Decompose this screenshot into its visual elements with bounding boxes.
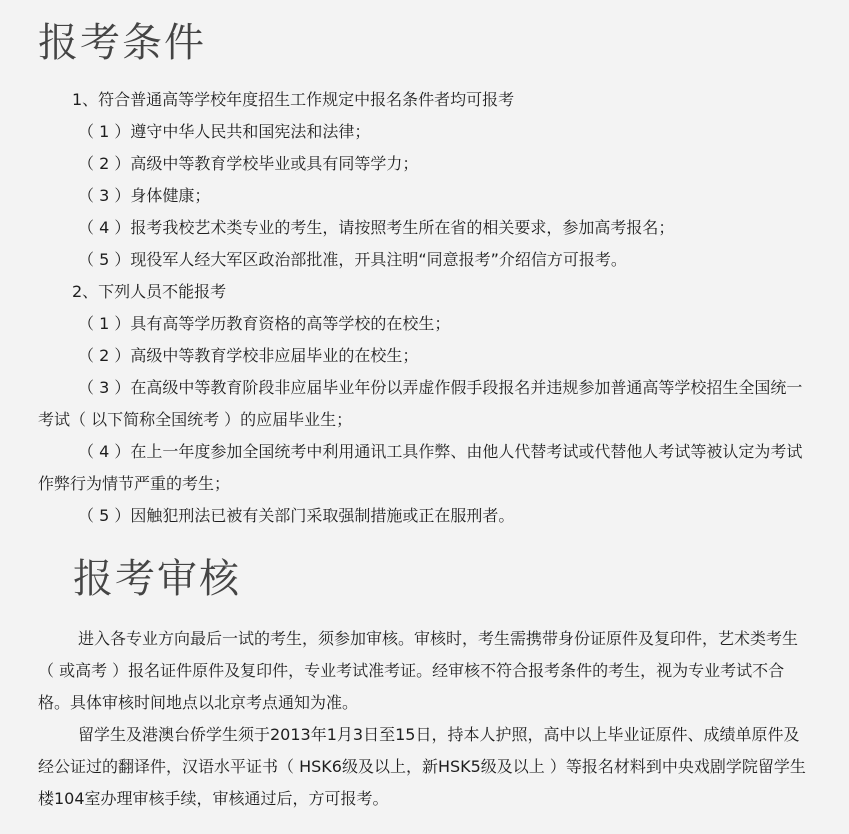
requirement-item: （ 1 ）遵守中华人民共和国宪法和法律； <box>78 122 371 141</box>
review-paragraph: 进入各专业方向最后一试的考生，须参加审核。审核时，考生需携带身份证原件及复印件，艺术类考生（ 或高考 ）报名证件原件及复印件，专业考试准考证。经审核不符合报考条件的考生，视为专业考试不合格。具体审核时间地点以北京考点通知为准。 <box>38 629 799 712</box>
exclusion-heading: 2、下列人员不能报考 <box>72 282 227 301</box>
exclusion-item: （ 5 ）因触犯刑法已被有关部门采取强制措施或正在服刑者。 <box>78 506 515 525</box>
exclusion-item: （ 2 ）高级中等教育学校非应届毕业的在校生； <box>78 346 419 365</box>
requirement-item: （ 3 ）身体健康； <box>78 186 211 205</box>
exclusion-item: （ 3 ）在高级中等教育阶段非应届毕业年份以弄虚作假手段报名并违规参加普通高等学校招生全国统一考试（ 以下简称全国统考 ）的应届毕业生； <box>38 378 803 429</box>
review-paragraphs <box>38 623 813 815</box>
exclusion-item: （ 1 ）具有高等学历教育资格的高等学校的在校生； <box>78 314 451 333</box>
requirements-list <box>38 84 813 532</box>
section-title-application-requirements: 报考条件 <box>38 20 206 66</box>
section-title-application-review: 报考审核 <box>73 556 241 602</box>
requirement-item: （ 2 ）高级中等教育学校毕业或具有同等学力； <box>78 154 419 173</box>
requirement-heading: 1、符合普通高等学校年度招生工作规定中报名条件者均可报考 <box>72 90 515 109</box>
requirement-item: （ 5 ）现役军人经大军区政治部批准，开具注明“同意报考”介绍信方可报考。 <box>78 250 627 269</box>
exclusion-item: （ 4 ）在上一年度参加全国统考中利用通讯工具作弊、由他人代替考试或代替他人考试等被认定为考试作弊行为情节严重的考生； <box>38 442 803 493</box>
review-paragraph: 留学生及港澳台侨学生须于2013年1月3日至15日，持本人护照，高中以上毕业证原件、成绩单原件及经公证过的翻译件，汉语水平证书（ HSK6级及以上，新HSK5级及以上 ）等报名材料到中央戏剧学院留学生楼104室办理审核手续，审核通过后，方可报考。 <box>38 725 806 808</box>
requirement-item: （ 4 ）报考我校艺术类专业的考生，请按照考生所在省的相关要求，参加高考报名； <box>78 218 675 237</box>
